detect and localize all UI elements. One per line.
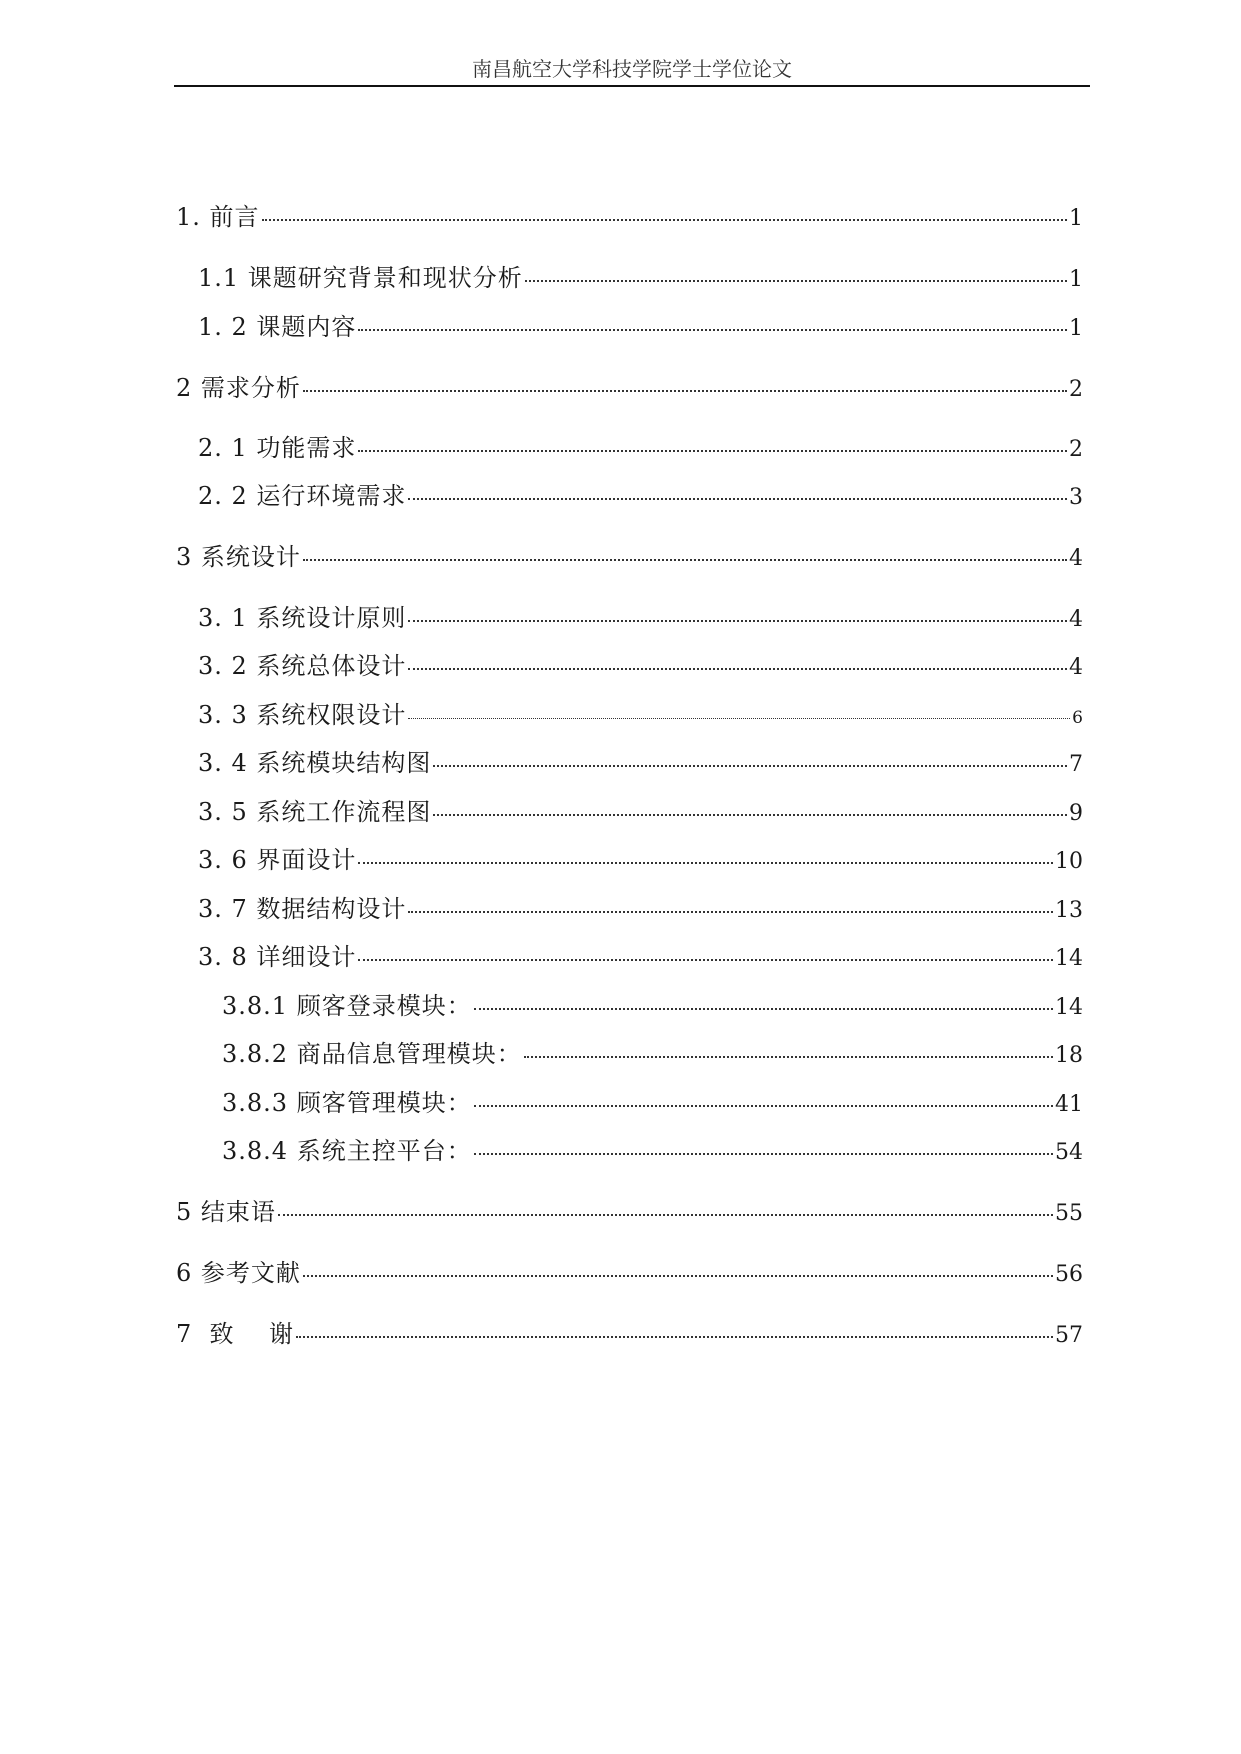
toc-entry-label: 3. 6 界面设计 bbox=[198, 846, 357, 874]
toc-entry-page: 13 bbox=[1055, 898, 1083, 923]
toc-entry-page: 9 bbox=[1069, 801, 1083, 826]
dot-leader bbox=[358, 862, 1053, 864]
toc-entry-3-4[interactable] bbox=[198, 748, 1083, 780]
toc-entry-6[interactable] bbox=[176, 1258, 1083, 1290]
toc-entry-label: 3.8.2 商品信息管理模块： bbox=[222, 1040, 522, 1068]
toc-entry-3-8-2[interactable] bbox=[222, 1039, 1083, 1071]
toc-entry-page: 7 bbox=[1069, 752, 1083, 777]
toc-entry-label: 3. 1 系统设计原则 bbox=[198, 604, 407, 632]
toc-entry-page: 4 bbox=[1069, 607, 1083, 632]
toc-entry-3-8-1[interactable] bbox=[222, 991, 1083, 1023]
toc-entry-label: 2. 1 功能需求 bbox=[198, 434, 357, 462]
toc-entry-2-1[interactable] bbox=[198, 433, 1083, 465]
toc-entry-2-2[interactable] bbox=[198, 481, 1083, 513]
toc-entry-label: 1. 前言 bbox=[176, 203, 260, 231]
toc-entry-label: 3.8.3 顾客管理模块： bbox=[222, 1089, 472, 1117]
dot-leader bbox=[474, 1153, 1053, 1155]
dot-leader bbox=[303, 559, 1067, 561]
toc-entry-3-3[interactable] bbox=[198, 700, 1083, 733]
toc-entry-page: 14 bbox=[1055, 946, 1083, 971]
toc-entry-3-7[interactable] bbox=[198, 894, 1083, 926]
toc-entry-1[interactable] bbox=[176, 202, 1083, 234]
dot-leader bbox=[296, 1336, 1053, 1338]
toc-entry-label: 2 需求分析 bbox=[176, 374, 301, 402]
toc-entry-3-6[interactable] bbox=[198, 845, 1083, 877]
toc-entry-3-1[interactable] bbox=[198, 603, 1083, 635]
toc-entry-page: 55 bbox=[1055, 1201, 1083, 1226]
toc-entry-label: 3. 8 详细设计 bbox=[198, 943, 357, 971]
dot-leader bbox=[408, 620, 1067, 622]
toc-entry-1-2[interactable] bbox=[198, 312, 1083, 344]
dot-leader bbox=[278, 1214, 1053, 1216]
dot-leader bbox=[524, 1056, 1053, 1058]
toc-entry-3[interactable] bbox=[176, 542, 1083, 574]
dot-leader bbox=[474, 1008, 1053, 1010]
dot-leader bbox=[408, 668, 1067, 670]
toc-entry-page: 1 bbox=[1069, 206, 1083, 231]
toc-entry-label: 3. 2 系统总体设计 bbox=[198, 652, 407, 680]
dot-leader bbox=[262, 219, 1067, 221]
toc-entry-label: 3. 4 系统模块结构图 bbox=[198, 749, 432, 777]
toc-entry-label: 3.8.1 顾客登录模块： bbox=[222, 992, 472, 1020]
dot-leader bbox=[408, 498, 1067, 500]
toc-entry-page: 2 bbox=[1069, 437, 1083, 462]
dot-leader bbox=[474, 1105, 1053, 1107]
toc-entry-label: 3. 7 数据结构设计 bbox=[198, 895, 407, 923]
dot-leader bbox=[433, 765, 1067, 767]
dot-leader bbox=[525, 280, 1067, 282]
toc-entry-page: 6 bbox=[1072, 708, 1083, 728]
dot-leader bbox=[358, 959, 1053, 961]
toc-entry-5[interactable] bbox=[176, 1197, 1083, 1229]
toc-entry-7[interactable] bbox=[176, 1319, 1083, 1351]
toc-entry-3-5[interactable] bbox=[198, 797, 1083, 829]
toc-entry-page: 18 bbox=[1055, 1043, 1083, 1068]
dot-leader bbox=[408, 911, 1053, 913]
toc-entry-page: 2 bbox=[1069, 377, 1083, 402]
toc-entry-label: 7 致 谢 bbox=[176, 1320, 295, 1348]
dot-leader bbox=[358, 329, 1067, 331]
toc-entry-label: 5 结束语 bbox=[176, 1198, 276, 1226]
toc-entry-label: 2. 2 运行环境需求 bbox=[198, 482, 407, 510]
toc-entry-page: 14 bbox=[1055, 995, 1083, 1020]
running-header: 南昌航空大学科技学院学士学位论文 bbox=[472, 57, 792, 81]
toc-entry-label: 3.8.4 系统主控平台： bbox=[222, 1137, 472, 1165]
dot-leader bbox=[433, 814, 1067, 816]
toc-entry-label: 1.1 课题研究背景和现状分析 bbox=[198, 264, 523, 292]
toc-entry-3-8-4[interactable] bbox=[222, 1136, 1083, 1168]
toc-entry-page: 3 bbox=[1069, 485, 1083, 510]
dot-leader bbox=[303, 1275, 1053, 1277]
toc-entry-label: 6 参考文献 bbox=[176, 1259, 301, 1287]
toc-entry-3-8[interactable] bbox=[198, 942, 1083, 974]
toc-entry-label: 1. 2 课题内容 bbox=[198, 313, 357, 341]
dot-leader bbox=[358, 450, 1067, 452]
dot-leader bbox=[408, 718, 1070, 719]
toc-entry-label: 3. 5 系统工作流程图 bbox=[198, 798, 432, 826]
toc-entry-page: 4 bbox=[1069, 546, 1083, 571]
toc-entry-label: 3. 3 系统权限设计 bbox=[198, 701, 407, 729]
toc-entry-3-8-3[interactable] bbox=[222, 1088, 1083, 1120]
toc-entry-page: 56 bbox=[1055, 1262, 1083, 1287]
toc-entry-page: 4 bbox=[1069, 655, 1083, 680]
dot-leader bbox=[303, 390, 1067, 392]
toc-entry-label: 3 系统设计 bbox=[176, 543, 301, 571]
toc-entry-1-1[interactable] bbox=[198, 263, 1083, 295]
toc-entry-page: 1 bbox=[1069, 267, 1083, 292]
toc-entry-page: 41 bbox=[1055, 1092, 1083, 1117]
toc-entry-page: 54 bbox=[1055, 1140, 1083, 1165]
toc-entry-page: 10 bbox=[1055, 849, 1083, 874]
toc-entry-page: 1 bbox=[1069, 316, 1083, 341]
toc-entry-page: 57 bbox=[1055, 1323, 1083, 1348]
toc-entry-2[interactable] bbox=[176, 373, 1083, 405]
toc-entry-3-2[interactable] bbox=[198, 651, 1083, 683]
